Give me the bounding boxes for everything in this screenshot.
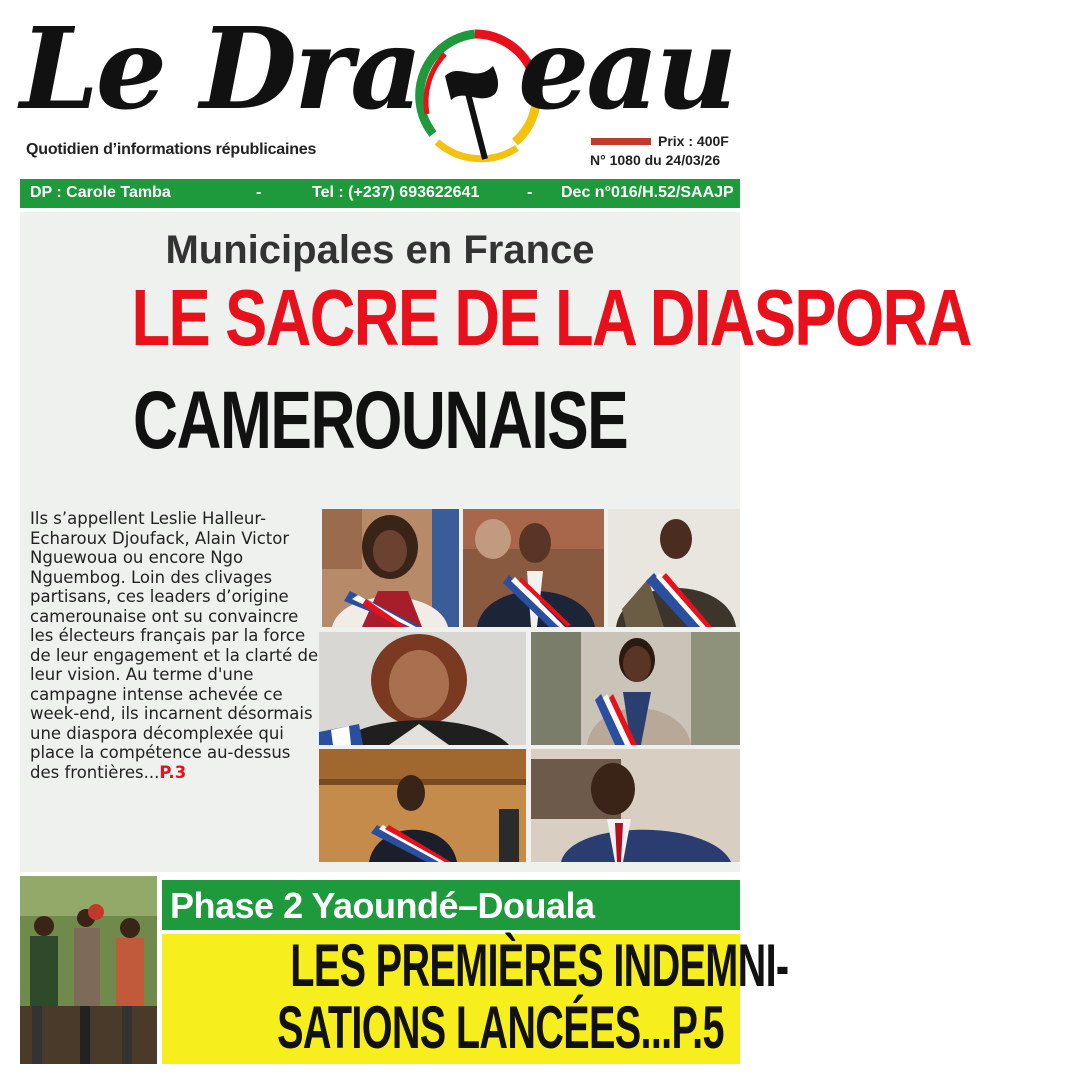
second-kicker: Phase 2 Yaoundé–Douala bbox=[170, 885, 595, 926]
photo-elected-woman-2 bbox=[319, 632, 526, 745]
second-headline-line2: SATIONS LANCÉES...P.5 bbox=[277, 994, 724, 1061]
separator: - bbox=[256, 184, 262, 201]
lead-body: Ils s’appellent Leslie Halleur-Echaroux Djoufack, Alain Victor Nguewoua ou encore Ngo Nguembog. Loin des clivages partisans, ces leaders d’origine camerounaise ont su convaincre les électeurs français par la force de leur engagement et la clarté de leur vision. Au terme d'une campagne intense achevée ce week-end, ils incarnent désormais une diaspora décomplexée qui place la compétence au-dessus des frontières... bbox=[30, 509, 319, 782]
issue-number: N° 1080 du 24/03/26 bbox=[590, 152, 721, 168]
second-kicker-band bbox=[162, 880, 740, 930]
main-headline-line1: LE SACRE DE LA DIASPORA bbox=[131, 273, 971, 362]
main-lead-text bbox=[30, 509, 322, 782]
second-story bbox=[20, 876, 789, 1064]
info-bar bbox=[20, 179, 740, 208]
tagline: Quotidien d’informations républicaines bbox=[26, 141, 317, 158]
photo-elected-woman-3 bbox=[531, 632, 740, 745]
separator: - bbox=[527, 184, 533, 201]
declaration-number: Dec n°016/H.52/SAAJP bbox=[561, 184, 734, 201]
page-reference: P.3 bbox=[159, 762, 187, 782]
main-story bbox=[20, 212, 971, 872]
second-headline-line1: LES PREMIÈRES INDEMNI- bbox=[290, 932, 789, 999]
phone-number: Tel : (+237) 693622641 bbox=[312, 184, 480, 201]
masthead bbox=[0, 0, 762, 175]
director-publication: DP : Carole Tamba bbox=[30, 184, 171, 201]
price-accent-bar bbox=[591, 138, 651, 145]
photo-elected-man-2 bbox=[608, 509, 740, 627]
second-headline-band bbox=[162, 932, 789, 1064]
logo-text-right: eau bbox=[518, 4, 735, 135]
photo-elected-man-3 bbox=[531, 749, 740, 862]
photo-elected-woman-1 bbox=[322, 509, 459, 627]
main-headline-line2: CAMEROUNAISE bbox=[132, 375, 628, 466]
logo-text-left: Le Dra bbox=[20, 4, 420, 135]
photo-elected-man-1 bbox=[463, 509, 604, 627]
photo-council-hall bbox=[319, 749, 526, 862]
price: Prix : 400F bbox=[658, 133, 729, 149]
photo-residents-crowd bbox=[20, 876, 157, 1064]
main-kicker: Municipales en France bbox=[165, 228, 595, 272]
